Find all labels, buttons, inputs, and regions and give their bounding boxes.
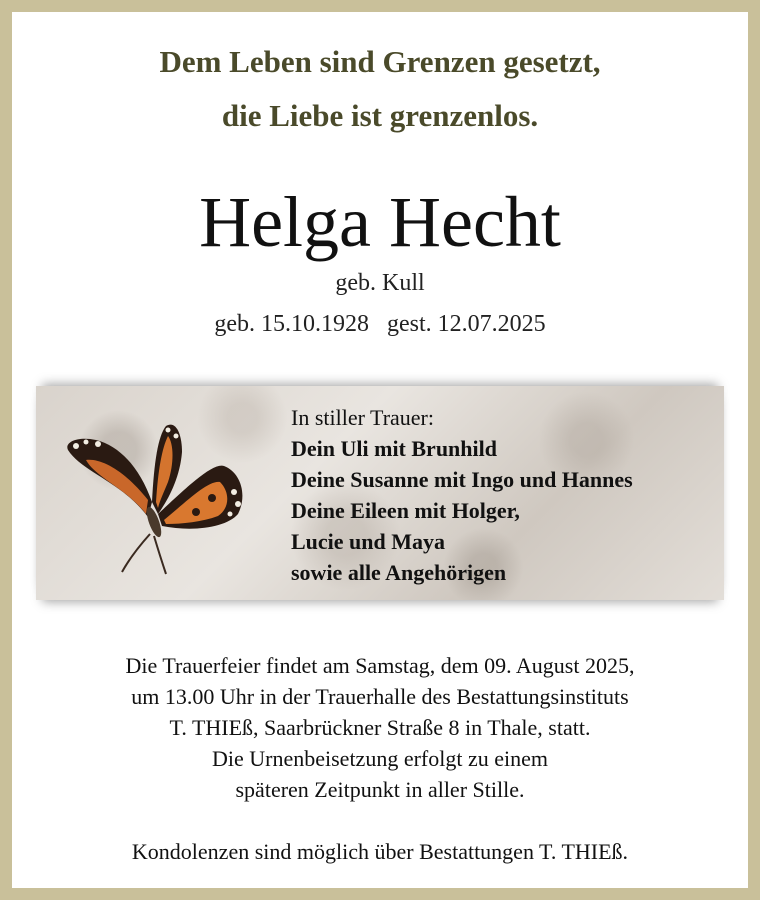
mourner-line: sowie alle Angehörigen (291, 560, 507, 585)
obituary-page (12, 12, 748, 888)
mourner-line: Lucie und Maya (291, 529, 446, 554)
motto-line-1: Dem Leben sind Grenzen gesetzt, (159, 44, 601, 79)
motto-line-2: die Liebe ist grenzenlos. (221, 98, 539, 133)
mourners-banner (36, 386, 724, 600)
funeral-line: um 13.00 Uhr in der Trauerhalle des Bestattungsinstituts (131, 684, 629, 709)
deceased-name: Helga Hecht (199, 182, 561, 262)
condolences-note: Kondolenzen sind möglich über Bestattungen T. THIEß. (131, 839, 629, 864)
mourners-intro: In stiller Trauer: (291, 405, 434, 430)
mourner-line: Deine Eileen mit Holger, (291, 498, 520, 523)
funeral-info (12, 650, 748, 805)
funeral-line: späteren Zeitpunkt in aller Stille. (235, 777, 525, 802)
life-dates: geb. 15.10.1928 gest. 12.07.2025 (214, 311, 546, 337)
mourners-list (291, 402, 721, 588)
maiden-name: geb. Kull (335, 270, 425, 296)
mourner-line: Deine Susanne mit Ingo und Hannes (291, 467, 633, 492)
funeral-line: T. THIEß, Saarbrückner Straße 8 in Thale, statt. (169, 715, 591, 740)
mourner-line: Dein Uli mit Brunhild (291, 436, 497, 461)
butterfly-icon (62, 422, 248, 578)
funeral-line: Die Trauerfeier findet am Samstag, dem 09. August 2025, (125, 653, 635, 678)
funeral-line: Die Urnenbeisetzung erfolgt zu einem (212, 746, 548, 771)
